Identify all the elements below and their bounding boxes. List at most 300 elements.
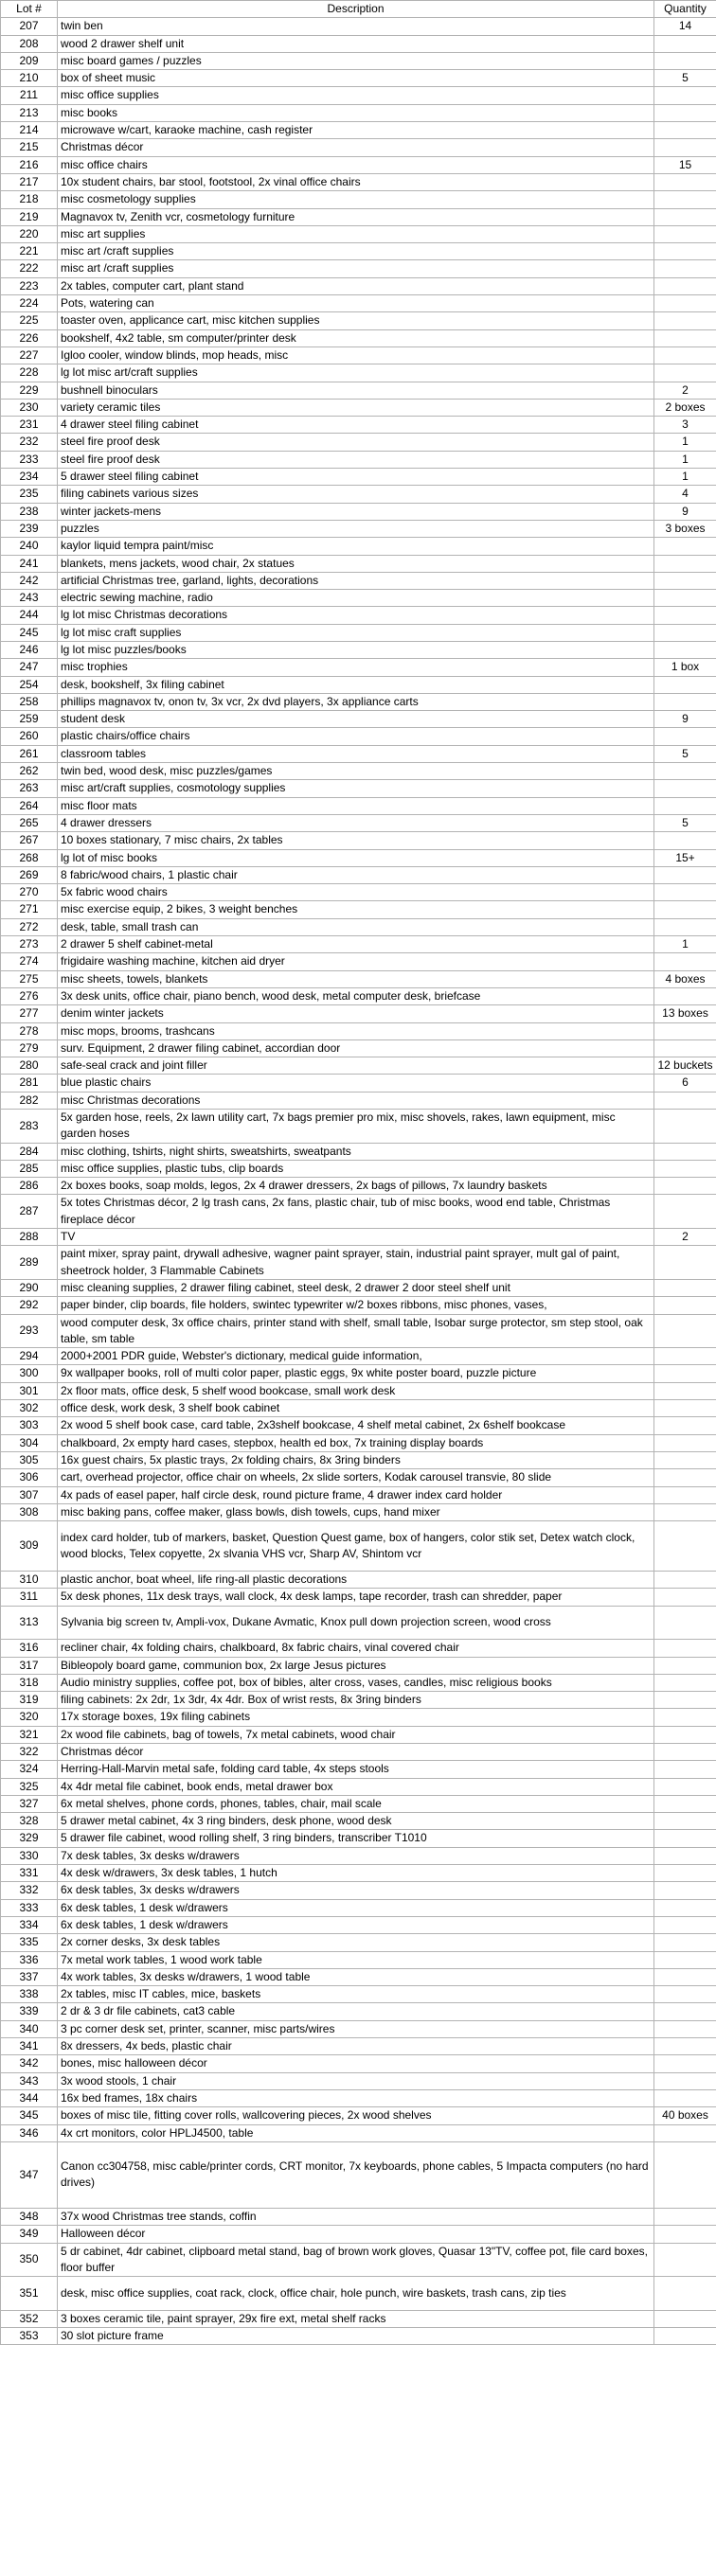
lot-number-cell: 226 — [1, 329, 58, 346]
quantity-cell — [654, 2209, 716, 2226]
table-row — [1, 1057, 716, 1075]
table-row — [1, 2020, 716, 2037]
lot-number-cell: 350 — [1, 2243, 58, 2277]
table-row — [1, 1143, 716, 1160]
lot-number-cell: 259 — [1, 711, 58, 728]
quantity-cell — [654, 797, 716, 814]
table-row — [1, 173, 716, 190]
description-cell: Christmas décor — [58, 1743, 654, 1760]
table-row — [1, 2038, 716, 2055]
quantity-cell — [654, 624, 716, 641]
table-row — [1, 1795, 716, 1812]
description-cell: wood 2 drawer shelf unit — [58, 35, 654, 52]
description-cell: 30 slot picture frame — [58, 2328, 654, 2345]
description-cell: chalkboard, 2x empty hard cases, stepbox, health ed box, 7x training display boards — [58, 1434, 654, 1451]
lot-number-cell: 261 — [1, 745, 58, 762]
table-row — [1, 156, 716, 173]
quantity-cell — [654, 953, 716, 970]
quantity-cell — [654, 2226, 716, 2243]
quantity-cell — [654, 2020, 716, 2037]
quantity-cell — [654, 2055, 716, 2072]
table-row — [1, 2124, 716, 2141]
description-cell: 5x fabric wood chairs — [58, 884, 654, 901]
description-cell: 4x 4dr metal file cabinet, book ends, metal drawer box — [58, 1778, 654, 1795]
quantity-cell: 1 — [654, 434, 716, 451]
description-cell: misc office supplies, plastic tubs, clip boards — [58, 1160, 654, 1177]
lot-number-cell: 328 — [1, 1813, 58, 1830]
lot-number-cell: 286 — [1, 1178, 58, 1195]
table-row — [1, 1743, 716, 1760]
description-cell: 5 drawer steel filing cabinet — [58, 469, 654, 486]
table-row — [1, 312, 716, 329]
quantity-cell — [654, 1400, 716, 1417]
description-cell: artificial Christmas tree, garland, lights, decorations — [58, 572, 654, 589]
description-cell: bushnell binoculars — [58, 382, 654, 399]
table-row — [1, 1110, 716, 1144]
lot-number-cell: 278 — [1, 1022, 58, 1039]
table-row — [1, 1657, 716, 1674]
table-row — [1, 728, 716, 745]
table-row — [1, 538, 716, 555]
description-cell: 4 drawer dressers — [58, 814, 654, 831]
description-cell: 5x desk phones, 11x desk trays, wall clock, 4x desk lamps, tape recorder, trash can shredder, paper — [58, 1589, 654, 1606]
quantity-cell — [654, 1348, 716, 1365]
lot-number-cell: 308 — [1, 1503, 58, 1520]
quantity-cell — [654, 1795, 716, 1812]
table-header — [1, 1, 716, 18]
quantity-cell — [654, 1882, 716, 1899]
description-cell: plastic anchor, boat wheel, life ring-all plastic decorations — [58, 1572, 654, 1589]
lot-number-cell: 313 — [1, 1606, 58, 1640]
lot-number-cell: 344 — [1, 2089, 58, 2106]
table-row — [1, 676, 716, 693]
lot-number-cell: 340 — [1, 2020, 58, 2037]
table-body — [1, 18, 716, 2345]
lot-number-cell: 301 — [1, 1382, 58, 1399]
table-row — [1, 260, 716, 277]
description-cell: student desk — [58, 711, 654, 728]
description-cell: Pots, watering can — [58, 295, 654, 312]
table-row — [1, 936, 716, 953]
quantity-cell — [654, 104, 716, 121]
description-cell: plastic chairs/office chairs — [58, 728, 654, 745]
quantity-cell — [654, 2328, 716, 2345]
description-cell: misc trophies — [58, 659, 654, 676]
quantity-cell: 40 boxes — [654, 2107, 716, 2124]
description-cell: 37x wood Christmas tree stands, coffin — [58, 2209, 654, 2226]
quantity-cell — [654, 1486, 716, 1503]
lot-number-cell: 311 — [1, 1589, 58, 1606]
description-cell: 2x floor mats, office desk, 5 shelf wood bookcase, small work desk — [58, 1382, 654, 1399]
lot-number-cell: 228 — [1, 364, 58, 382]
table-row — [1, 1451, 716, 1468]
table-row — [1, 1434, 716, 1451]
lot-number-cell: 267 — [1, 832, 58, 849]
description-cell: misc office chairs — [58, 156, 654, 173]
table-row — [1, 451, 716, 468]
description-cell: desk, table, small trash can — [58, 918, 654, 935]
lot-number-cell: 240 — [1, 538, 58, 555]
quantity-cell — [654, 173, 716, 190]
description-cell: blankets, mens jackets, wood chair, 2x statues — [58, 555, 654, 572]
table-row — [1, 849, 716, 866]
quantity-cell — [654, 763, 716, 780]
quantity-cell — [654, 312, 716, 329]
description-cell: lg lot misc Christmas decorations — [58, 607, 654, 624]
description-cell: 3x wood stools, 1 chair — [58, 2072, 654, 2089]
lot-number-cell: 265 — [1, 814, 58, 831]
table-row — [1, 1640, 716, 1657]
table-row — [1, 763, 716, 780]
description-cell: 2x wood file cabinets, bag of towels, 7x metal cabinets, wood chair — [58, 1726, 654, 1743]
lot-number-cell: 352 — [1, 2310, 58, 2327]
lot-number-cell: 331 — [1, 1865, 58, 1882]
quantity-cell — [654, 1899, 716, 1916]
quantity-cell — [654, 1589, 716, 1606]
quantity-cell — [654, 1726, 716, 1743]
table-row — [1, 1022, 716, 1039]
quantity-cell: 15 — [654, 156, 716, 173]
table-row — [1, 1092, 716, 1109]
description-cell: misc clothing, tshirts, night shirts, sweatshirts, sweatpants — [58, 1143, 654, 1160]
lot-number-cell: 302 — [1, 1400, 58, 1417]
lot-number-cell: 216 — [1, 156, 58, 173]
table-row — [1, 52, 716, 69]
table-row — [1, 399, 716, 416]
table-row — [1, 2226, 716, 2243]
description-cell: 6x desk tables, 1 desk w/drawers — [58, 1899, 654, 1916]
description-cell: twin ben — [58, 18, 654, 35]
description-cell: bookshelf, 4x2 table, sm computer/printer desk — [58, 329, 654, 346]
lot-number-cell: 225 — [1, 312, 58, 329]
quantity-cell — [654, 1469, 716, 1486]
quantity-cell — [654, 260, 716, 277]
table-row — [1, 434, 716, 451]
table-row — [1, 1503, 716, 1520]
lot-number-cell: 342 — [1, 2055, 58, 2072]
lot-number-cell: 321 — [1, 1726, 58, 1743]
table-row — [1, 1606, 716, 1640]
description-cell: misc Christmas decorations — [58, 1092, 654, 1109]
quantity-cell: 3 — [654, 417, 716, 434]
quantity-cell: 2 — [654, 382, 716, 399]
quantity-cell — [654, 1434, 716, 1451]
lot-number-cell: 293 — [1, 1314, 58, 1348]
lot-number-cell: 327 — [1, 1795, 58, 1812]
description-cell: twin bed, wood desk, misc puzzles/games — [58, 763, 654, 780]
table-row — [1, 1709, 716, 1726]
quantity-cell — [654, 884, 716, 901]
quantity-cell — [654, 693, 716, 710]
quantity-cell — [654, 191, 716, 208]
lot-number-cell: 353 — [1, 2328, 58, 2345]
lot-number-cell: 338 — [1, 1986, 58, 2003]
table-row — [1, 1951, 716, 1968]
lot-number-cell: 207 — [1, 18, 58, 35]
table-row — [1, 970, 716, 987]
table-row — [1, 1572, 716, 1589]
lot-number-cell: 220 — [1, 225, 58, 242]
lot-number-cell: 341 — [1, 2038, 58, 2055]
quantity-cell — [654, 139, 716, 156]
lot-number-cell: 235 — [1, 486, 58, 503]
description-cell: Magnavox tv, Zenith vcr, cosmetology furniture — [58, 208, 654, 225]
lot-number-cell: 310 — [1, 1572, 58, 1589]
table-row — [1, 555, 716, 572]
lot-number-cell: 223 — [1, 277, 58, 294]
lot-number-cell: 254 — [1, 676, 58, 693]
description-cell: Canon cc304758, misc cable/printer cords, CRT monitor, 7x keyboards, phone cables, 5 Impacta computers (no hard drives) — [58, 2141, 654, 2208]
table-row — [1, 1400, 716, 1417]
quantity-cell: 4 boxes — [654, 970, 716, 987]
quantity-cell — [654, 1813, 716, 1830]
description-cell: 7x desk tables, 3x desks w/drawers — [58, 1847, 654, 1864]
quantity-cell — [654, 607, 716, 624]
quantity-cell — [654, 1692, 716, 1709]
lot-number-cell: 294 — [1, 1348, 58, 1365]
table-row — [1, 225, 716, 242]
quantity-cell — [654, 1417, 716, 1434]
description-cell: Audio ministry supplies, coffee pot, box of bibles, alter cross, vases, candles, misc religious books — [58, 1674, 654, 1691]
description-cell: misc floor mats — [58, 797, 654, 814]
quantity-cell — [654, 1640, 716, 1657]
description-cell: 5 drawer file cabinet, wood rolling shelf, 3 ring binders, transcriber T1010 — [58, 1830, 654, 1847]
lot-number-cell: 292 — [1, 1297, 58, 1314]
table-row — [1, 486, 716, 503]
table-row — [1, 1039, 716, 1057]
lot-number-cell: 264 — [1, 797, 58, 814]
quantity-cell — [654, 52, 716, 69]
description-cell: puzzles — [58, 520, 654, 537]
lot-number-cell: 213 — [1, 104, 58, 121]
table-row — [1, 641, 716, 658]
quantity-cell — [654, 1246, 716, 1280]
description-cell: Igloo cooler, window blinds, mop heads, misc — [58, 346, 654, 364]
description-cell: boxes of misc tile, fitting cover rolls, wallcovering pieces, 2x wood shelves — [58, 2107, 654, 2124]
description-cell: recliner chair, 4x folding chairs, chalkboard, 8x fabric chairs, vinal covered chair — [58, 1640, 654, 1657]
quantity-cell — [654, 918, 716, 935]
lot-number-cell: 343 — [1, 2072, 58, 2089]
quantity-cell — [654, 1916, 716, 1933]
description-cell: misc cleaning supplies, 2 drawer filing cabinet, steel desk, 2 drawer 2 door steel shelf unit — [58, 1279, 654, 1296]
header-description: Description — [58, 1, 654, 18]
description-cell: desk, misc office supplies, coat rack, clock, office chair, hole punch, wire baskets, trash cans, zip ties — [58, 2277, 654, 2311]
quantity-cell — [654, 1674, 716, 1691]
description-cell: surv. Equipment, 2 drawer filing cabinet, accordian door — [58, 1039, 654, 1057]
quantity-cell — [654, 1572, 716, 1589]
description-cell: cart, overhead projector, office chair on wheels, 2x slide sorters, Kodak carousel transvie, 80 slide — [58, 1469, 654, 1486]
table-row — [1, 1075, 716, 1092]
description-cell: 6x desk tables, 1 desk w/drawers — [58, 1916, 654, 1933]
quantity-cell: 6 — [654, 1075, 716, 1092]
lot-number-cell: 275 — [1, 970, 58, 987]
lot-number-cell: 238 — [1, 503, 58, 520]
table-row — [1, 346, 716, 364]
lot-number-cell: 333 — [1, 1899, 58, 1916]
description-cell: 4x work tables, 3x desks w/drawers, 1 wood table — [58, 1968, 654, 1985]
quantity-cell — [654, 1865, 716, 1882]
quantity-cell — [654, 225, 716, 242]
lot-number-cell: 239 — [1, 520, 58, 537]
quantity-cell: 5 — [654, 70, 716, 87]
quantity-cell — [654, 1110, 716, 1144]
lot-number-cell: 234 — [1, 469, 58, 486]
quantity-cell: 13 boxes — [654, 1005, 716, 1022]
table-row — [1, 1348, 716, 1365]
table-row — [1, 122, 716, 139]
quantity-cell — [654, 1657, 716, 1674]
lot-number-cell: 280 — [1, 1057, 58, 1075]
table-row — [1, 1986, 716, 2003]
lot-number-cell: 242 — [1, 572, 58, 589]
table-row — [1, 1178, 716, 1195]
description-cell: 5x totes Christmas décor, 2 lg trash cans, 2x fans, plastic chair, tub of misc books, wood end table, Christmas fireplace décor — [58, 1195, 654, 1229]
quantity-cell — [654, 364, 716, 382]
quantity-cell — [654, 329, 716, 346]
table-row — [1, 901, 716, 918]
description-cell: classroom tables — [58, 745, 654, 762]
lot-number-cell: 208 — [1, 35, 58, 52]
quantity-cell — [654, 2124, 716, 2141]
table-row — [1, 1589, 716, 1606]
description-cell: misc art/craft supplies, cosmotology supplies — [58, 780, 654, 797]
quantity-cell — [654, 987, 716, 1004]
description-cell: Sylvania big screen tv, Ampli-vox, Dukane Avmatic, Knox pull down projection screen, wood cross — [58, 1606, 654, 1640]
table-row — [1, 918, 716, 935]
description-cell: misc sheets, towels, blankets — [58, 970, 654, 987]
quantity-cell — [654, 1968, 716, 1985]
description-cell: 6x desk tables, 3x desks w/drawers — [58, 1882, 654, 1899]
description-cell: blue plastic chairs — [58, 1075, 654, 1092]
lot-number-cell: 231 — [1, 417, 58, 434]
description-cell: 17x storage boxes, 19x filing cabinets — [58, 1709, 654, 1726]
table-row — [1, 70, 716, 87]
description-cell: misc art /craft supplies — [58, 260, 654, 277]
description-cell: electric sewing machine, radio — [58, 590, 654, 607]
table-row — [1, 624, 716, 641]
description-cell: 16x guest chairs, 5x plastic trays, 2x folding chairs, 8x 3ring binders — [58, 1451, 654, 1468]
header-lot: Lot # — [1, 1, 58, 18]
table-row — [1, 18, 716, 35]
description-cell: 2x tables, misc IT cables, mice, baskets — [58, 1986, 654, 2003]
table-row — [1, 1486, 716, 1503]
quantity-cell — [654, 1092, 716, 1109]
description-cell: filing cabinets: 2x 2dr, 1x 3dr, 4x 4dr. Box of wrist rests, 8x 3ring binders — [58, 1692, 654, 1709]
description-cell: misc office supplies — [58, 87, 654, 104]
lot-number-cell: 346 — [1, 2124, 58, 2141]
quantity-cell: 1 — [654, 936, 716, 953]
quantity-cell — [654, 1279, 716, 1296]
lot-number-cell: 215 — [1, 139, 58, 156]
quantity-cell: 9 — [654, 503, 716, 520]
table-row — [1, 590, 716, 607]
lot-number-cell: 229 — [1, 382, 58, 399]
lot-number-cell: 260 — [1, 728, 58, 745]
table-row — [1, 1813, 716, 1830]
quantity-cell: 15+ — [654, 849, 716, 866]
lot-number-cell: 303 — [1, 1417, 58, 1434]
description-cell: misc art supplies — [58, 225, 654, 242]
lot-number-cell: 279 — [1, 1039, 58, 1057]
description-cell: 10x student chairs, bar stool, footstool, 2x vinal office chairs — [58, 173, 654, 190]
quantity-cell — [654, 1503, 716, 1520]
lot-number-cell: 269 — [1, 866, 58, 883]
table-row — [1, 1830, 716, 1847]
lot-number-cell: 336 — [1, 1951, 58, 1968]
table-row — [1, 1674, 716, 1691]
lot-number-cell: 339 — [1, 2003, 58, 2020]
description-cell: 3x desk units, office chair, piano bench, wood desk, metal computer desk, briefcase — [58, 987, 654, 1004]
quantity-cell — [654, 780, 716, 797]
quantity-cell — [654, 35, 716, 52]
description-cell: 2x corner desks, 3x desk tables — [58, 1934, 654, 1951]
lot-number-cell: 271 — [1, 901, 58, 918]
description-cell: TV — [58, 1229, 654, 1246]
description-cell: kaylor liquid tempra paint/misc — [58, 538, 654, 555]
lot-number-cell: 317 — [1, 1657, 58, 1674]
description-cell: 5 dr cabinet, 4dr cabinet, clipboard metal stand, bag of brown work gloves, Quasar 13"TV, coffee pot, file card boxes, floor buffer — [58, 2243, 654, 2277]
table-row — [1, 1229, 716, 1246]
quantity-cell — [654, 1986, 716, 2003]
quantity-cell: 1 box — [654, 659, 716, 676]
table-row — [1, 1417, 716, 1434]
description-cell: desk, bookshelf, 3x filing cabinet — [58, 676, 654, 693]
quantity-cell: 3 boxes — [654, 520, 716, 537]
table-row — [1, 884, 716, 901]
lot-number-cell: 277 — [1, 1005, 58, 1022]
header-quantity: Quantity — [654, 1, 716, 18]
lot-number-cell: 274 — [1, 953, 58, 970]
description-cell: steel fire proof desk — [58, 434, 654, 451]
description-cell: 6x metal shelves, phone cords, phones, tables, chair, mail scale — [58, 1795, 654, 1812]
table-row — [1, 104, 716, 121]
table-row — [1, 953, 716, 970]
description-cell: misc books — [58, 104, 654, 121]
quantity-cell — [654, 1934, 716, 1951]
quantity-cell — [654, 2089, 716, 2106]
description-cell: 3 boxes ceramic tile, paint sprayer, 29x fire ext, metal shelf racks — [58, 2310, 654, 2327]
description-cell: microwave w/cart, karaoke machine, cash register — [58, 122, 654, 139]
description-cell: misc cosmetology supplies — [58, 191, 654, 208]
table-row — [1, 191, 716, 208]
lot-number-cell: 345 — [1, 2107, 58, 2124]
description-cell: Christmas décor — [58, 139, 654, 156]
description-cell: 5x garden hose, reels, 2x lawn utility cart, 7x bags premier pro mix, misc shovels, rakes, lawn equipment, misc garden hoses — [58, 1110, 654, 1144]
quantity-cell — [654, 1365, 716, 1382]
lot-number-cell: 244 — [1, 607, 58, 624]
table-row — [1, 987, 716, 1004]
quantity-cell — [654, 572, 716, 589]
lot-number-cell: 305 — [1, 1451, 58, 1468]
table-row — [1, 503, 716, 520]
quantity-cell — [654, 1314, 716, 1348]
description-cell: steel fire proof desk — [58, 451, 654, 468]
quantity-cell: 2 — [654, 1229, 716, 1246]
lot-number-cell: 349 — [1, 2226, 58, 2243]
lot-number-cell: 324 — [1, 1761, 58, 1778]
description-cell: misc mops, brooms, trashcans — [58, 1022, 654, 1039]
lot-number-cell: 320 — [1, 1709, 58, 1726]
table-row — [1, 1160, 716, 1177]
lot-number-cell: 304 — [1, 1434, 58, 1451]
description-cell: 2x tables, computer cart, plant stand — [58, 277, 654, 294]
description-cell: 2 dr & 3 dr file cabinets, cat3 cable — [58, 2003, 654, 2020]
table-row — [1, 1778, 716, 1795]
description-cell: Herring-Hall-Marvin metal safe, folding card table, 4x steps stools — [58, 1761, 654, 1778]
quantity-cell — [654, 1521, 716, 1572]
description-cell: 16x bed frames, 18x chairs — [58, 2089, 654, 2106]
table-row — [1, 693, 716, 710]
